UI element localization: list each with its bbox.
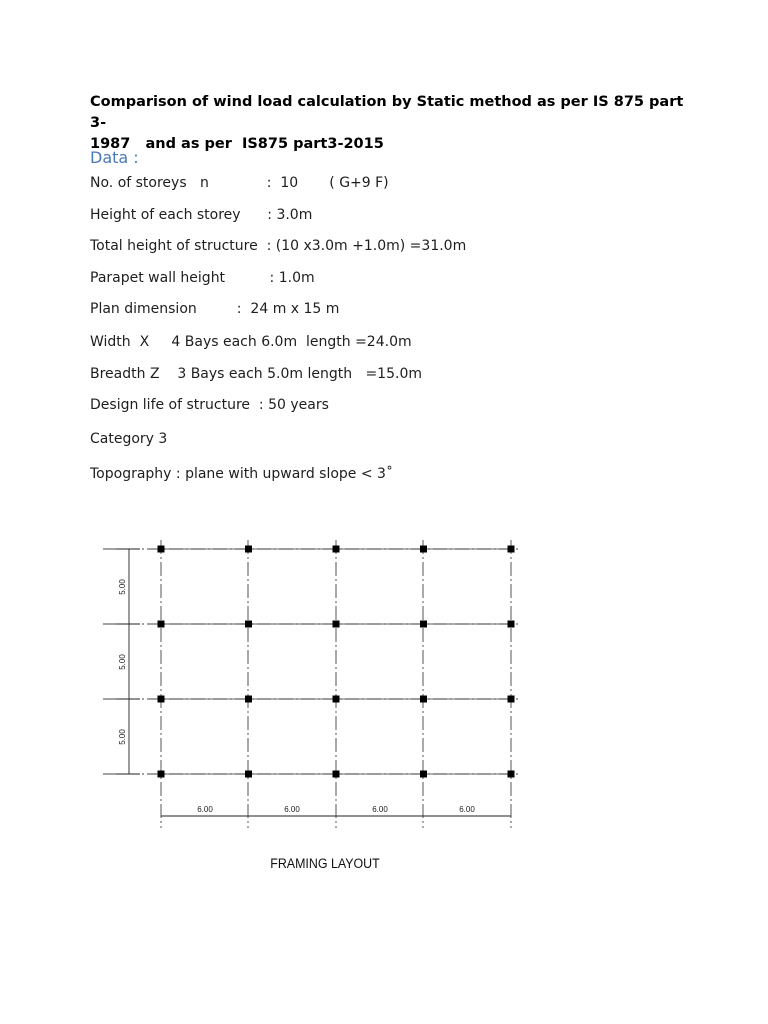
row-width-x: Width X 4 Bays each 6.0m length =24.0m	[90, 334, 412, 350]
column-marker	[420, 696, 427, 703]
gridlines	[103, 540, 520, 828]
bay-breadth-label-3: 5.00	[118, 729, 127, 745]
column-marker	[333, 771, 340, 778]
document-title: Comparison of wind load calculation by Static method as per IS 875 part 3- 1987 and as per IS875 part3-2015	[90, 94, 684, 152]
bay-width-label-2: 6.00	[284, 805, 300, 814]
column-marker	[333, 696, 340, 703]
column-marker	[508, 621, 515, 628]
row-topography: Topography : plane with upward slope < 3˚	[90, 466, 393, 482]
bay-width-label-1: 6.00	[197, 805, 213, 814]
framing-layout-caption: FRAMING LAYOUT	[270, 856, 380, 871]
column-marker	[245, 546, 252, 553]
column-marker	[333, 546, 340, 553]
column-marker	[245, 771, 252, 778]
row-design-life: Design life of structure : 50 years	[90, 397, 329, 413]
row-parapet-height: Parapet wall height : 1.0m	[90, 270, 315, 286]
row-breadth-z: Breadth Z 3 Bays each 5.0m length =15.0m	[90, 366, 422, 382]
bay-width-label-3: 6.00	[372, 805, 388, 814]
column-marker	[420, 621, 427, 628]
column-marker	[420, 771, 427, 778]
column-marker	[158, 771, 165, 778]
column-marker	[158, 621, 165, 628]
bay-breadth-label-2: 5.00	[118, 654, 127, 670]
row-total-height: Total height of structure : (10 x3.0m +1.0m) =31.0m	[90, 238, 467, 254]
column-marker	[333, 621, 340, 628]
row-storey-height: Height of each storey : 3.0m	[90, 207, 313, 223]
column-marker	[245, 621, 252, 628]
column-marker	[508, 546, 515, 553]
bay-width-label-4: 6.00	[459, 805, 475, 814]
column-marker	[420, 546, 427, 553]
column-marker	[158, 696, 165, 703]
data-heading: Data :	[90, 148, 139, 167]
row-plan-dimension: Plan dimension : 24 m x 15 m	[90, 301, 340, 317]
row-storeys: No. of storeys n : 10 ( G+9 F)	[90, 175, 389, 191]
row-category: Category 3	[90, 431, 168, 447]
column-marker	[158, 546, 165, 553]
bay-breadth-label-1: 5.00	[118, 579, 127, 595]
column-marker	[508, 696, 515, 703]
column-marker	[245, 696, 252, 703]
column-marker	[508, 771, 515, 778]
